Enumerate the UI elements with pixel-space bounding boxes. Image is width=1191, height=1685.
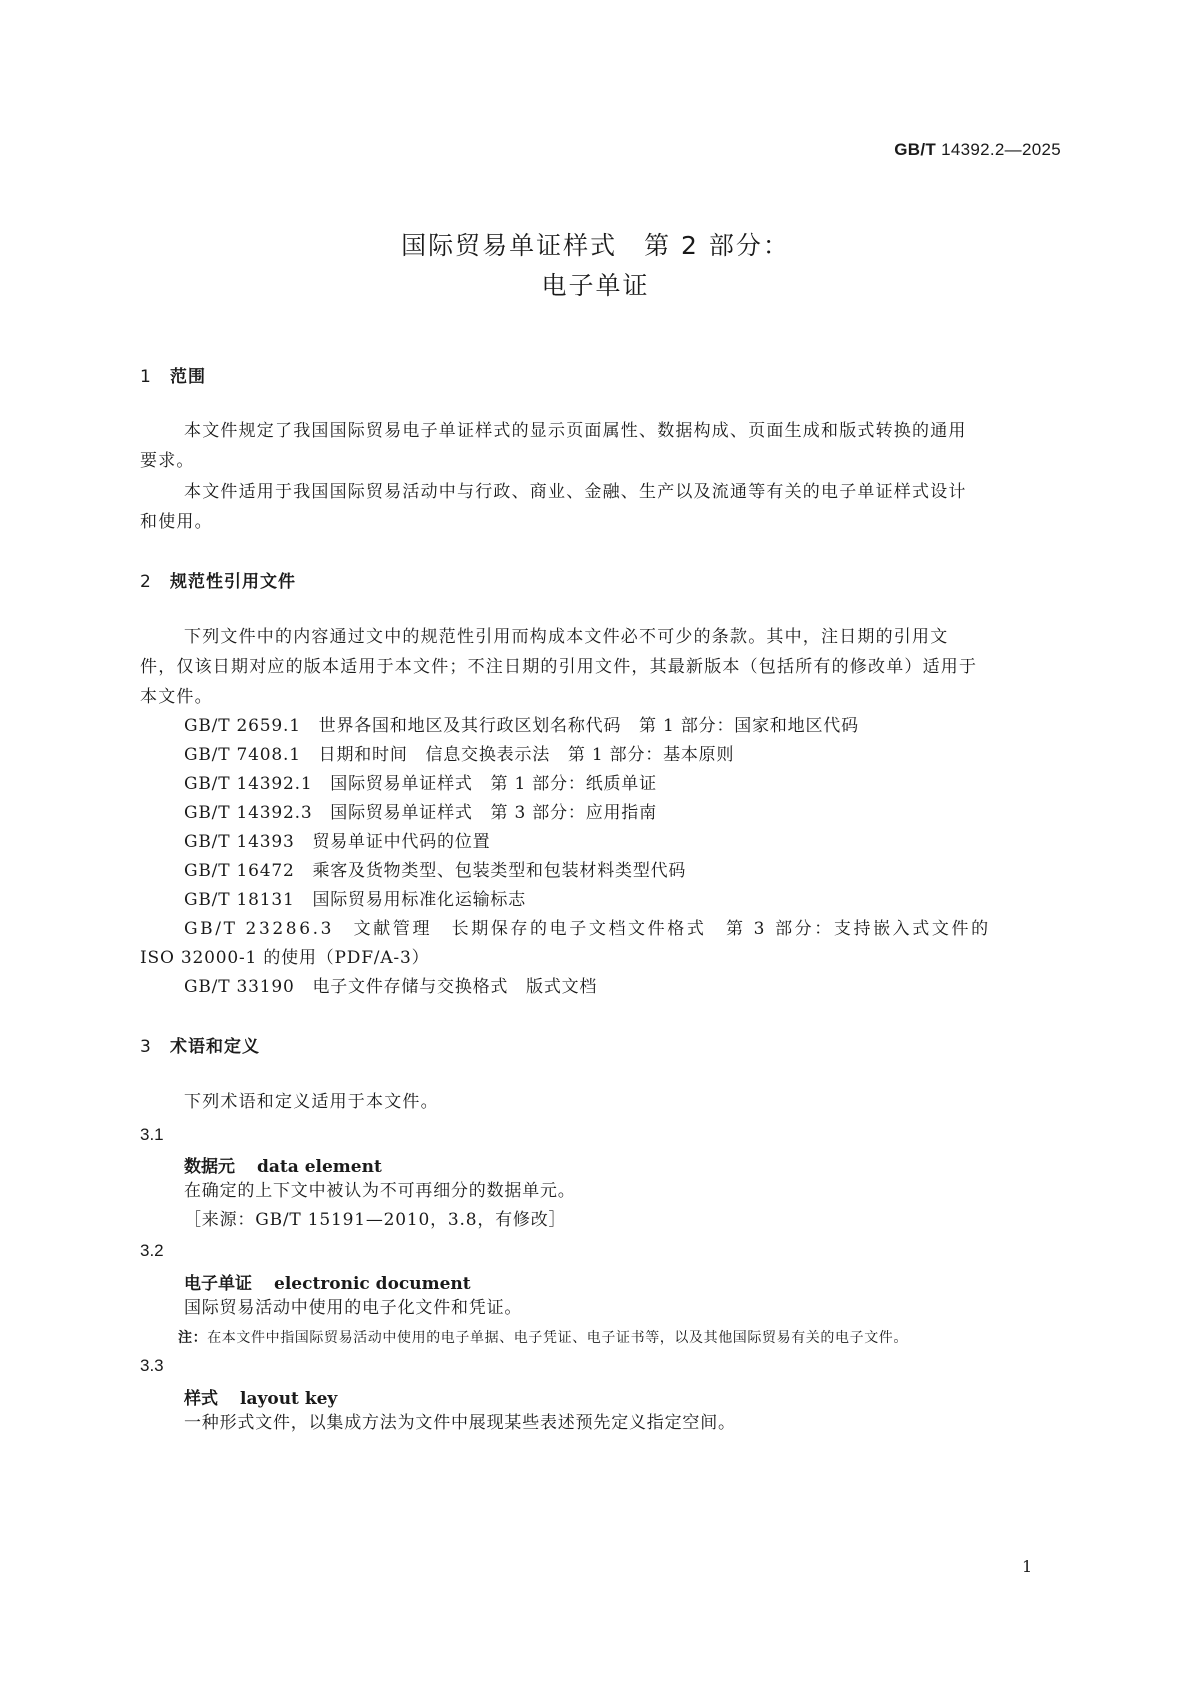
- term-number: 3.1: [140, 1125, 164, 1144]
- reference-code: GB/T 14392.3: [184, 803, 313, 823]
- reference-code: GB/T 23286.3: [184, 919, 335, 939]
- term-name-en: electronic document: [274, 1274, 471, 1294]
- section-1-number: 1: [140, 367, 152, 387]
- refs-intro-line2: 件，仅该日期对应的版本适用于本文件；不注日期的引用文件，其最新版本（包括所有的修改单）适用于: [140, 657, 978, 677]
- term-name: [184, 1384, 337, 1409]
- scope-para2-line2: 和使用。: [140, 512, 213, 532]
- term-name-en: data element: [257, 1157, 382, 1177]
- scope-para1-line2: 要求。: [140, 451, 195, 471]
- term-name: [184, 1269, 471, 1294]
- scope-para1-line1: 本文件规定了我国国际贸易电子单证样式的显示页面属性、数据构成、页面生成和版式转换的通用: [184, 421, 967, 441]
- term-number: 3.2: [140, 1241, 164, 1260]
- reference-title: 贸易单证中代码的位置: [312, 832, 491, 852]
- section-2-title: 规范性引用文件: [170, 572, 296, 592]
- section-3-heading: [140, 1032, 260, 1057]
- reference-item: [184, 914, 991, 945]
- reference-item: [184, 769, 657, 800]
- scope-para2-line1: 本文件适用于我国国际贸易活动中与行政、商业、金融、生产以及流通等有关的电子单证样式设计: [184, 482, 967, 502]
- terms-intro: 下列术语和定义适用于本文件。: [184, 1092, 439, 1112]
- section-2-heading: [140, 567, 296, 592]
- term-name-zh: 数据元: [184, 1157, 235, 1177]
- standard-code: 14392.2—2025: [941, 140, 1061, 159]
- reference-item: [184, 856, 686, 887]
- reference-item-continuation: ISO 32000-1 的使用（PDF/A-3）: [140, 948, 430, 968]
- refs-intro-line1: 下列文件中的内容通过文中的规范性引用而构成本文件必不可少的条款。其中，注日期的引用文: [184, 627, 949, 647]
- reference-code: GB/T 14392.1: [184, 774, 313, 794]
- term-name-zh: 电子单证: [184, 1274, 252, 1294]
- standard-prefix: GB/T: [894, 140, 937, 159]
- term-name-en: layout key: [240, 1389, 338, 1409]
- reference-title: 日期和时间 信息交换表示法 第 1 部分：基本原则: [318, 745, 735, 765]
- reference-code: GB/T 14393: [184, 832, 295, 852]
- term-number: 3.3: [140, 1356, 164, 1375]
- reference-title: 国际贸易用标准化运输标志: [312, 890, 527, 910]
- section-3-number: 3: [140, 1037, 152, 1057]
- reference-item: [184, 827, 490, 858]
- note-label: 注：: [178, 1330, 208, 1346]
- reference-item: [184, 798, 657, 829]
- reference-code: GB/T 7408.1: [184, 745, 301, 765]
- term-definition: 国际贸易活动中使用的电子化文件和凭证。: [184, 1298, 523, 1318]
- section-3-title: 术语和定义: [170, 1037, 260, 1057]
- standard-number: [894, 140, 1061, 160]
- term-name: [184, 1152, 382, 1177]
- term-name-zh: 样式: [184, 1389, 218, 1409]
- reference-item: [184, 740, 734, 771]
- reference-item: [184, 972, 597, 1003]
- reference-title: 国际贸易单证样式 第 1 部分：纸质单证: [330, 774, 657, 794]
- reference-item: [184, 711, 859, 742]
- reference-code: GB/T 2659.1: [184, 716, 301, 736]
- document-title-line2: 电子单证: [541, 271, 650, 300]
- reference-code: GB/T 33190: [184, 977, 295, 997]
- section-2-number: 2: [140, 572, 152, 592]
- term-definition: 一种形式文件，以集成方法为文件中展现某些表述预先定义指定空间。: [184, 1413, 736, 1433]
- term-note: [178, 1327, 908, 1347]
- reference-title: 文献管理 长期保存的电子文档文件格式 第 3 部分：支持嵌入式文件的: [353, 919, 991, 939]
- section-1-title: 范围: [170, 367, 206, 387]
- reference-code: GB/T 16472: [184, 861, 295, 881]
- reference-title: 国际贸易单证样式 第 3 部分：应用指南: [330, 803, 657, 823]
- reference-item: [184, 885, 526, 916]
- term-source: ［来源：GB/T 15191—2010，3.8，有修改］: [184, 1210, 567, 1230]
- document-title-line1: 国际贸易单证样式 第 2 部分：: [401, 231, 790, 260]
- reference-title: 世界各国和地区及其行政区划名称代码 第 1 部分：国家和地区代码: [318, 716, 859, 736]
- refs-intro-line3: 本文件。: [140, 687, 213, 707]
- section-1-heading: [140, 362, 206, 387]
- page-number: 1: [1022, 1557, 1033, 1576]
- reference-code: GB/T 18131: [184, 890, 295, 910]
- reference-title: 乘客及货物类型、包装类型和包装材料类型代码: [312, 861, 687, 881]
- term-definition: 在确定的上下文中被认为不可再细分的数据单元。: [184, 1181, 576, 1201]
- note-text: 在本文件中指国际贸易活动中使用的电子单据、电子凭证、电子证书等，以及其他国际贸易有关的电子文件。: [207, 1330, 908, 1346]
- reference-title: 电子文件存储与交换格式 版式文档: [312, 977, 598, 997]
